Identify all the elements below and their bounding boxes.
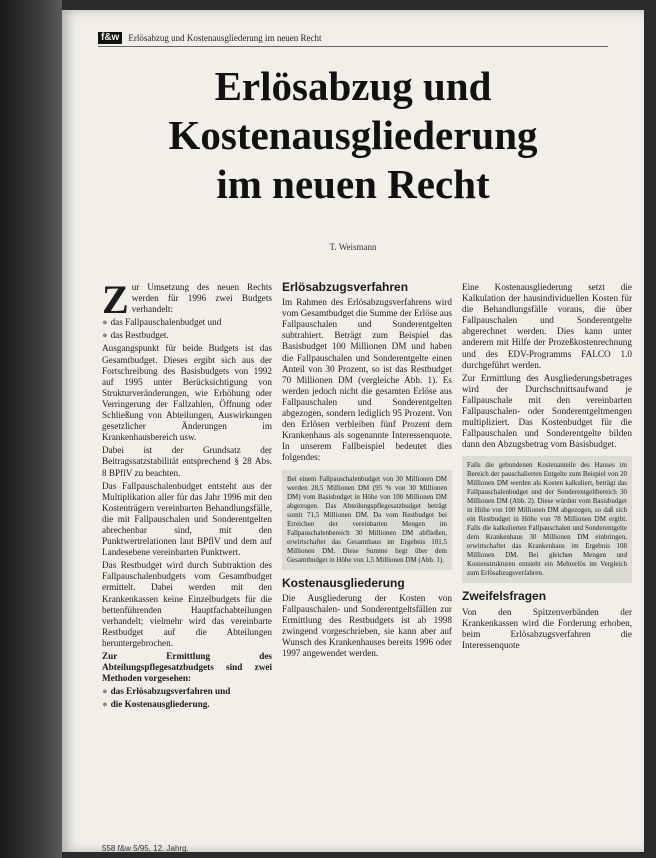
drop-cap: Z (102, 277, 129, 322)
column-1 (102, 277, 272, 712)
bullet-item: ● das Fallpauschalenbudget und (102, 317, 272, 328)
magazine-page (62, 10, 644, 852)
running-header (98, 30, 608, 47)
section-heading: Erlösabzugsverfahren (282, 280, 409, 294)
paragraph: Das Fallpauschalenbudget entsteht aus der Multiplikation aller für das Jahr 1996 mit den Kostenträgern vereinbarten Behandlungsfälle, die mit Fallpauschalen und Sonderentgelten abrechenbar sind, mit den Punktwertrelationen laut BPflV und dem auf Landesebene vereinbarten Punktwert. (102, 480, 272, 558)
bold-paragraph: Zur Ermittlung des Abteilungspflegesatzbudgets sind zwei Methoden vorgesehen: (102, 651, 272, 684)
bullet-item: ● das Restbudget. (102, 330, 272, 341)
paragraph: Eine Kostenausgliederung setzt die Kalkulation der hausindividuellen Kosten für die Behandlungsfälle voraus, die über Fallpauschalen und Sonderentgelte abgerechnet werden. Dies kann unter anderem mit Hilfe der Prozeßkostenrechnung und des EDV-Programms FALCO 1.0 durchgeführt werden. (462, 282, 632, 370)
example-box: Bei einem Fallpauschalenbudget von 30 Millionen DM werden 28,5 Millionen DM (95 % von 30 Millionen DM) vom Basisbudget in Höhe von 100 Millionen DM abgezogen. Das Abteilungspflegesatzbudget beträgt somit 71,5 Millionen DM. Da vom Restbudget bei Erreichen der vereinbarten Mengen im Fallpauschalenbereich 30 Millionen DM abfließen, erwirtschaftet das Gesamthaus im Ergebnis 101,5 Millionen DM. Diese Summe liegt über dem Gesamtbudget in Höhe von 1,5 Millionen DM (Abb. 1). (282, 470, 452, 570)
author-byline: T. Weismann (329, 242, 377, 252)
book-spine (0, 0, 62, 858)
title-line-2: Kostenausgliederung (168, 112, 538, 158)
title-line-1: Erlösabzug und (214, 63, 492, 109)
publication-logo: f&w (98, 32, 122, 44)
paragraph: Das Restbudget wird durch Subtraktion des Fallpauschalenbudgets vom Gesamtbudget ermittelt. Dabei werden mit den Krankenkassen keine Einzelbudgets für die bettenführenden Hauptfachabteilungen verhandelt; vielmehr wird das vereinbarte Restbudget auf die Abteilungen heruntergebrochen. (102, 560, 272, 648)
title-line-3: im neuen Recht (216, 161, 490, 207)
bullet-item: ● das Erlösabzugsverfahren und (102, 686, 272, 697)
page-footer (102, 844, 189, 852)
paragraph: Dabei ist der Grundsatz der Beitragssatzstabilität entsprechend § 28 Abs. 8 BPflV zu beachten. (102, 445, 272, 478)
paragraph: Die Ausgliederung der Kosten von Fallpauschalen- und Sonderentgeltsfällen zur Ermittlung des Restbudgets ist ab 1998 zwingend vorgeschrieben, sie kann aber auf Wunsch des Krankenhauses bereits 1996 oder 1997 angewendet werden. (282, 592, 452, 659)
paragraph: Von den Spitzenverbänden der Krankenkassen wird die Forderung erhoben, beim Erlösabzugsverfahren die Interessenquote (462, 606, 632, 650)
bullet-item: ● die Kostenausgliederung. (102, 699, 272, 710)
column-2 (282, 282, 452, 661)
running-title: Erlösabzug und Kostenausgliederung im neuen Recht (128, 33, 322, 43)
section-heading: Zweifelsfragen (462, 589, 547, 604)
section-heading: Kostenausgliederung (282, 575, 405, 590)
column-3 (462, 282, 632, 653)
page-number: 558 (102, 844, 116, 852)
article-title (98, 62, 608, 209)
issue-info: f&w 5/95, 12. Jahrg. (117, 844, 189, 852)
paragraph: Im Rahmen des Erlösabzugsverfahrens wird vom Gesamtbudget die Summe der Erlöse aus Fallpauschalen und Sonderentgelten subtrahiert. Beträgt zum Beispiel das Basisbudget 100 Millionen DM und haben die Fallpauschalen und Sonderentgelte einen Anteil von 30 Prozent, so ist das Restbudget 70 Millionen DM (vergleiche Abb. 1). Es werden jedoch nicht die gesamten Erlöse aus Fallpauschalen und Sonderentgelten abgezogen, sondern lediglich 95 Prozent. Von den Erlösen verbleiben fünf Prozent dem Krankenhaus als sogenannte Interessenquote. In unserem Fallbeispiel bedeutet dies folgendes: (282, 297, 452, 463)
paragraph: Zur Ermittlung des Ausgliederungsbetrages wird der Durchschnittsaufwand je Fallpauschale mit den vereinbarten Fallpauschalen- oder Sonderentgeltmengen multipliziert. Das Kostenbudget für die Fallpauschalen und Sonderentgelte bilden dann den Abzugsbetrag vom Basisbudget. (462, 372, 632, 450)
intro-paragraph: Zur Umsetzung des neuen Rechts werden für 1996 zwei Budgets verhandelt: (102, 277, 272, 322)
example-box: Falls die gebundenen Kostenanteile des Hauses im Bereich der pauschalierten Entgelte zum Beispiel von 20 Millionen DM werden als Kosten kalkuliert, beträgt das Fallpauschalenbudget und der Sonderentgeltbereich 30 Millionen DM (Abb. 2). Diese würden vom Basisbudget in Höhe von 100 Millionen DM abgezogen, so daß sich ein Restbudget in Höhe von 78 Millionen DM ergibt. Falls die kalkulierten Fallpauschalen und Sonderentgelte dem Krankenhaus 30 Millionen DM einbringen, erwirtschaftet das Krankenhaus im Ergebnis 108 Millionen DM. Bei gleichen Mengen und Kostenstrukturen entsteht ein Mehrerlös im Vergleich zum Erlösabzugsverfahren. (462, 456, 632, 583)
paragraph: Ausgangspunkt für beide Budgets ist das Gesamtbudget. Dieses ergibt sich aus der Fortschreibung des Basisbudgets von 1992 auf 1995 unter Berücksichtigung von Strukturveränderungen, wie Erhöhung oder Verringerung der Fallzahlen, Öffnung oder Schließung von Abteilungen, Auswirkungen gesetzlicher Änderungen im Krankenhausbereich usw. (102, 343, 272, 443)
